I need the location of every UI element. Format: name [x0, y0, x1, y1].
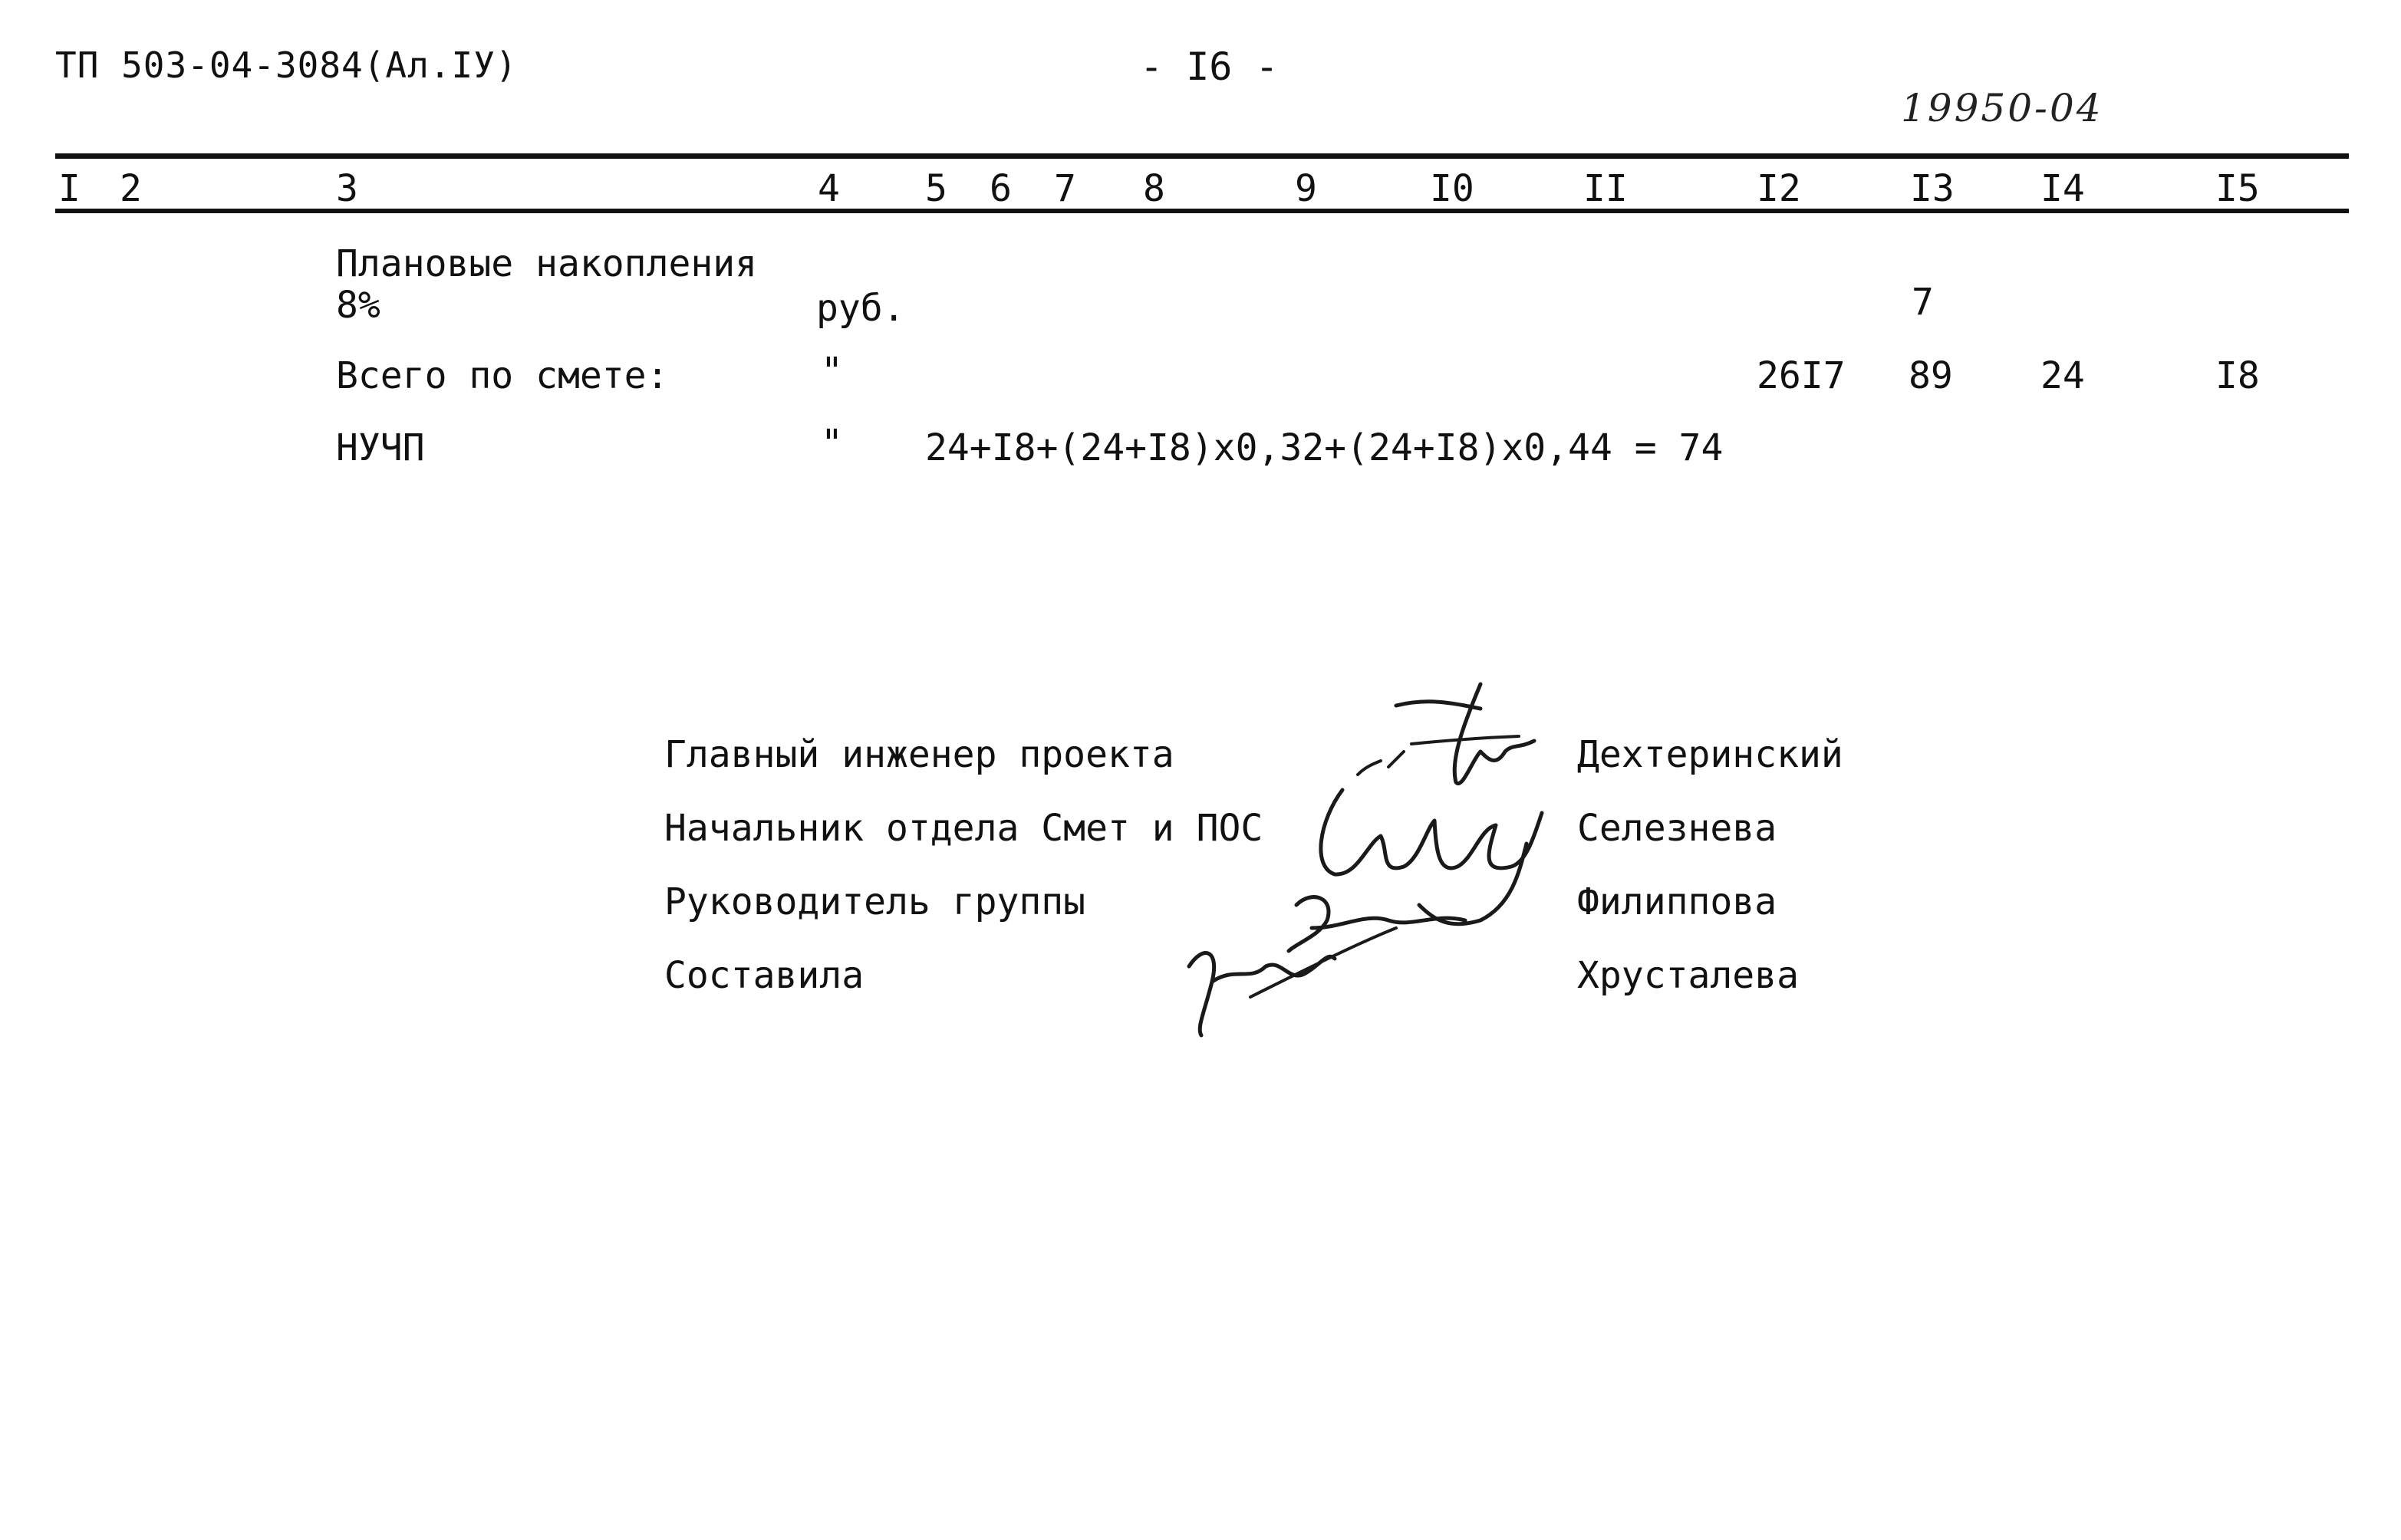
- row-value-col13: 89: [1909, 354, 1953, 397]
- column-number: 6: [990, 167, 1012, 210]
- row-value-col12: 26I7: [1757, 354, 1846, 397]
- column-number: I0: [1430, 167, 1474, 210]
- column-number: I3: [1910, 167, 1955, 210]
- row-label: Всего по смете:: [336, 354, 669, 397]
- column-number: I: [58, 167, 81, 210]
- column-number: 5: [925, 167, 947, 210]
- signature-title: Руководитель группы: [664, 880, 1086, 923]
- row-value-col14: 24: [2040, 354, 2085, 397]
- signature-title: Начальник отдела Смет и ПОС: [664, 807, 1263, 850]
- row-unit: руб.: [816, 287, 905, 330]
- signature-name: Филиппова: [1577, 880, 1777, 923]
- column-number: 4: [818, 167, 840, 210]
- handwritten-stamp: 19950-04: [1901, 86, 2103, 130]
- signature-title: Главный инженер проекта: [664, 733, 1174, 776]
- table-header-rule: [55, 209, 2349, 213]
- table-top-rule: [55, 153, 2349, 159]
- row-value-col15: I8: [2215, 354, 2260, 397]
- row-label: НУЧП: [336, 426, 425, 469]
- signature-name: Селезнева: [1577, 807, 1777, 850]
- column-number: 9: [1295, 167, 1317, 210]
- column-number: 2: [120, 167, 142, 210]
- row-value-col13: 7: [1912, 281, 1934, 324]
- row-unit-ditto: ": [821, 422, 843, 465]
- signature-name: Дехтеринский: [1577, 733, 1843, 776]
- row-label-percent: 8%: [336, 284, 380, 327]
- document-code: ТП 503-04-3084(Ал.IУ): [55, 44, 518, 86]
- column-number: II: [1583, 167, 1628, 210]
- column-number: I2: [1757, 167, 1801, 210]
- handwritten-signatures-icon: [1158, 675, 1557, 1043]
- column-number: I4: [2040, 167, 2085, 210]
- signature-name: Хрусталева: [1577, 954, 1799, 997]
- row-label: Плановые накопления: [336, 242, 758, 285]
- row-formula: 24+I8+(24+I8)x0,32+(24+I8)x0,44 = 74: [925, 426, 1724, 469]
- column-number: 7: [1054, 167, 1076, 210]
- row-unit-ditto: ": [821, 350, 843, 393]
- column-number: 8: [1143, 167, 1165, 210]
- signature-title: Составила: [664, 954, 865, 997]
- column-number: 3: [336, 167, 358, 210]
- page-number: - I6 -: [1140, 44, 1279, 89]
- column-number: I5: [2215, 167, 2260, 210]
